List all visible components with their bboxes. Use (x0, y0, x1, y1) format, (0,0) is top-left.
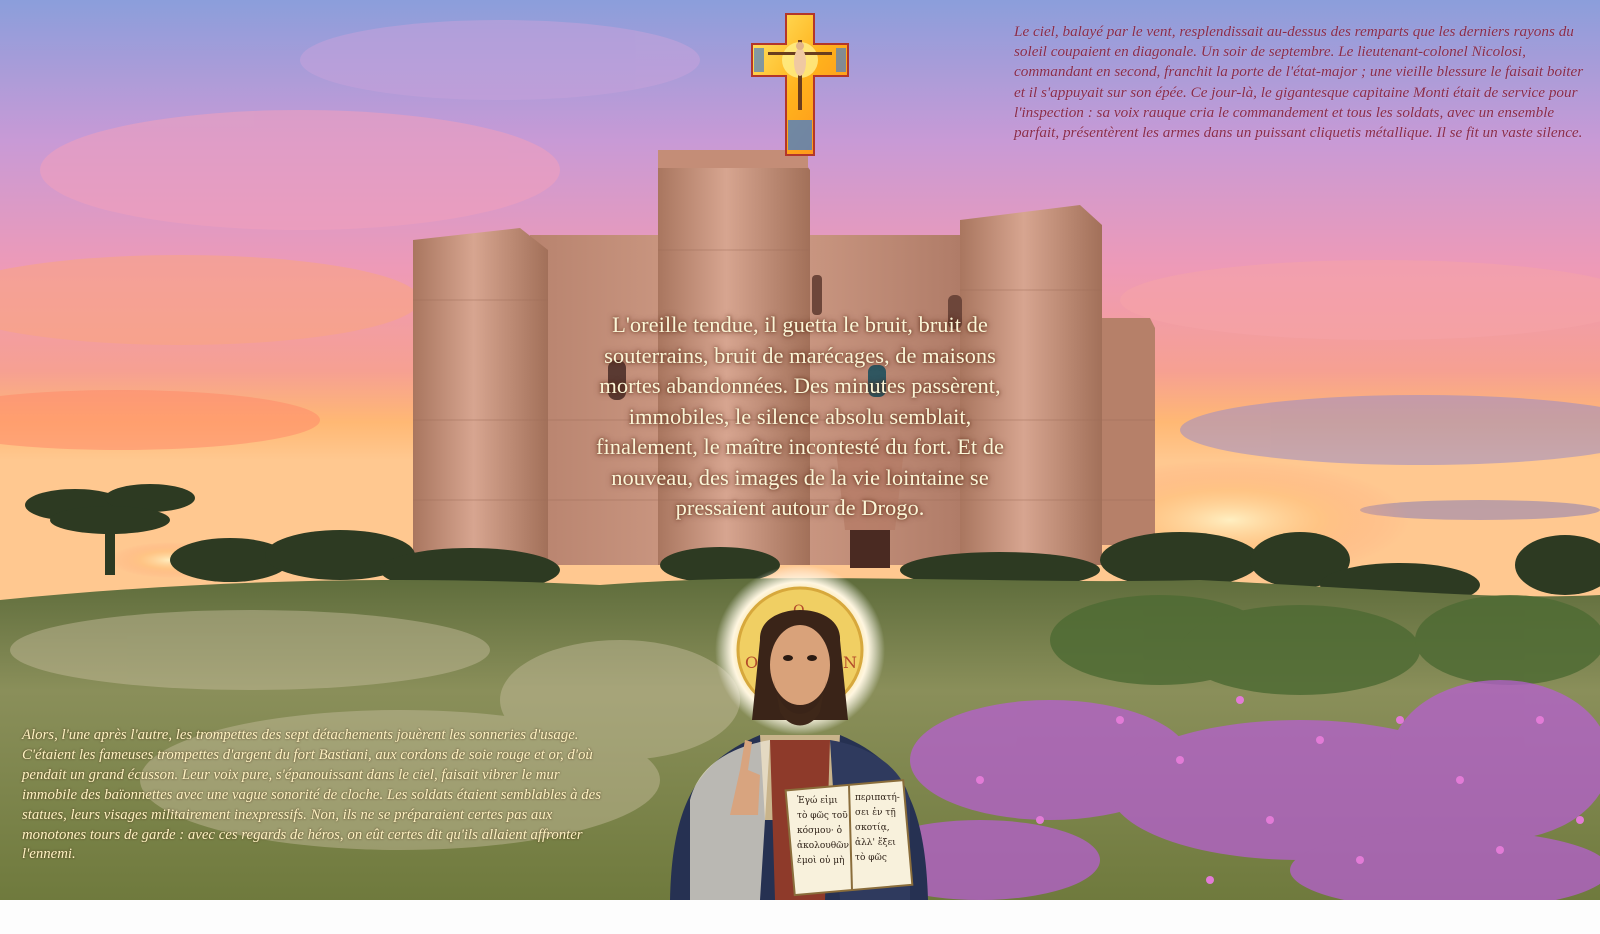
book-right-line: τὸ φῶς (855, 853, 887, 863)
halo-letter-right: N (843, 653, 857, 672)
book-left-line: ἀκολουθῶν (797, 841, 849, 851)
halo-letter-left: O (745, 653, 759, 672)
page-footer (0, 900, 1600, 934)
book-left-line: Ἐγώ εἰμι (797, 796, 838, 806)
green-bushes (1050, 595, 1600, 695)
book-left-line: κόσμου· ὁ (797, 826, 843, 836)
book-left-line: τὸ φῶς τοῦ (797, 811, 848, 821)
book-right-line: περιπατή- (855, 793, 900, 803)
book-right-line: σει ἐν τῇ (855, 808, 896, 818)
quote-bottom-left: Alors, l'une après l'autre, les trompettes des sept détachements jouèrent les sonneries d'usage. C'étaient les fameuses trompettes d'argent du fort Bastiani, aux cordons de soie rouge et or, d'où pendait un grand écusson. Leur voix pure, s'épanouissant dans le ciel, faisait vibrer le mur immobile des baïonnettes avec une vague sonorité de cloche. Les soldats étaient semblables à des statues, leurs visages militairement inexpressifs. Non, ils ne se préparaient certes pas aux monotones tours de garde : avec ces regards de héros, on eût certes dit qu'ils allaient affronter l'ennemi. (22, 727, 602, 863)
quote-center: L'oreille tendue, il guetta le bruit, bruit de souterrains, bruit de marécages, de maisons mortes abandonnées. Des minutes passèrent, immobiles, le silence absolu semblait, finalement, le maître incontesté du fort. Et de nouveau, des images de la vie lointaine se pressaient autour de Drogo. (596, 312, 1004, 520)
book-right-line: σκοτίᾳ, (855, 823, 890, 833)
book-left-line: ἐμοὶ οὐ μὴ (797, 856, 845, 866)
book-right-line: ἀλλ' ἕξει (855, 838, 896, 848)
quote-top-right: Le ciel, balayé par le vent, resplendissait au-dessus des remparts que les derniers rayons du soleil coupaient en diagonale. Un soir de septembre. Le lieutenant-colonel Nicolosi, commandant en second, franchit la porte de l'état-major ; une vieille blessure le faisait boiter et il s'appuyait sur son épée. Ce jour-là, le gigantesque capitaine Monti était de service pour l'inspection : sa voix rauque cria le commandement et tous les soldats, avec un ensemble parfait, présentèrent les armes dans un puissant cliquetis métallique. Il se fit un vaste silence. (1014, 23, 1584, 142)
